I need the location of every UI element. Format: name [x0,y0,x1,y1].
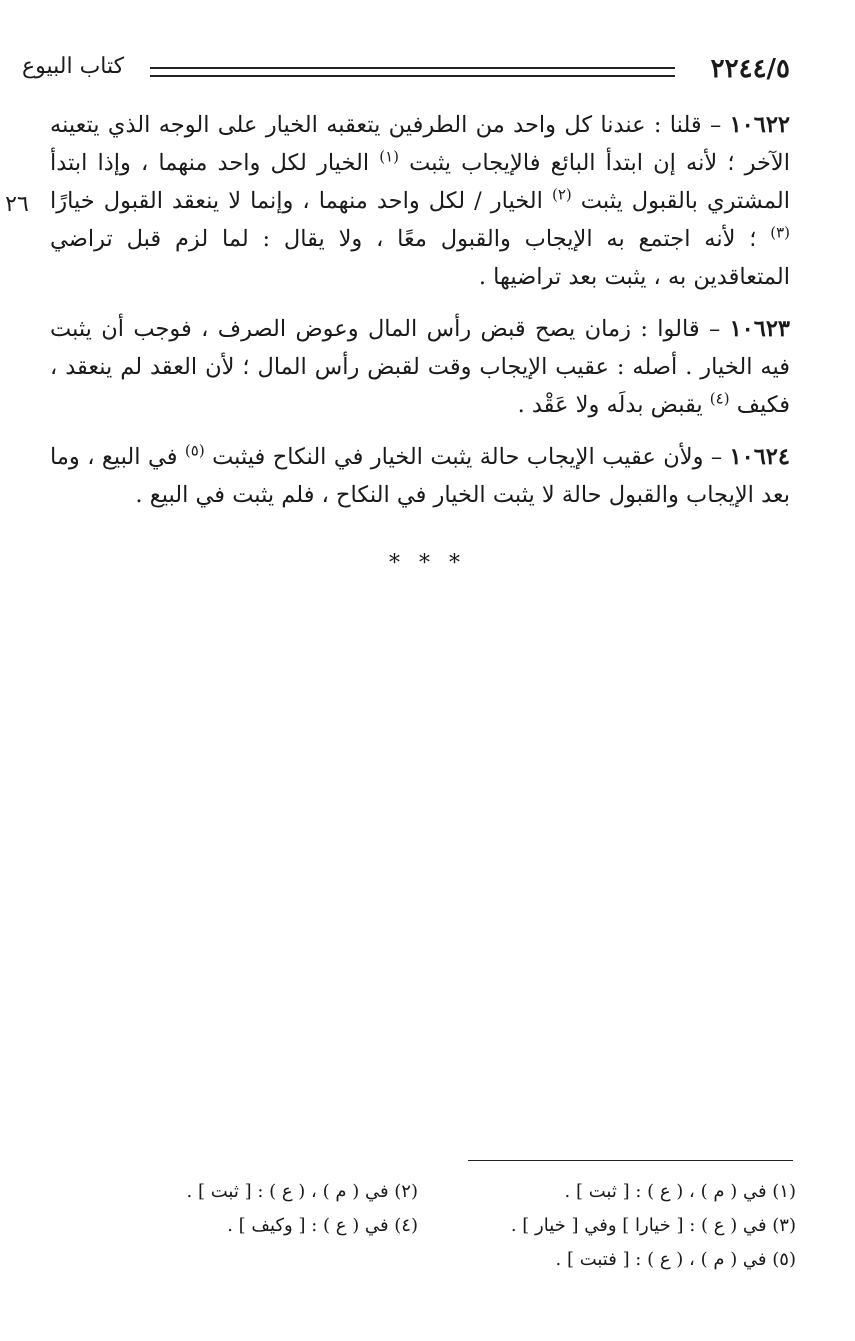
main-text [50,106,790,528]
footnote-row [40,1243,796,1277]
page-header [22,52,790,92]
footnotes [40,1175,796,1277]
header-double-rule [150,67,675,77]
paragraph-text: يقبض بدلَه ولا عَقْد . [517,392,703,418]
footnote-rule [468,1160,793,1161]
margin-page-reference: ٢٦ [5,192,29,217]
paragraph-10622 [50,106,790,296]
footnote-marker: (٢) [551,185,572,204]
paragraph-text: – قلنا : عندنا كل واحد من الطرفين يتعقبه الخيار على الوجه الذي يتعينه الآخر ؛ لأنه إن ابتدأ البائع فالإيجاب يثبت [50,112,791,176]
footnote-marker: (٣) [770,223,790,242]
paragraph-text: ؛ لأنه اجتمع به الإيجاب والقبول معًا ، ولا يقال : لما لزم قبل تراضي المتعاقدين به ، يثبت بعد تراضيها . [50,226,790,290]
footnote-marker: (٤) [709,389,730,408]
paragraph-text: الخيار لكل واحد منهما ، وإذا ابتدأ المشتري بالقبول يثبت [50,150,790,214]
section-separator: * * * [389,551,466,576]
footnote-row [40,1175,796,1209]
footnote-3: (٣) في ( ع ) : [ خيارا ] وفي [ خيار ] . [510,1215,796,1236]
paragraph-text: – ولأن عقيب الإيجاب حالة يثبت الخيار في النكاح فيثبت [204,444,723,470]
page-number: ٢٢٤٤/٥ [710,54,790,84]
paragraph-text: الخيار / لكل واحد منهما ، وإنما لا ينعقد القبول خيارًا [50,188,543,214]
paragraph-text: في البيع ، وما بعد الإيجاب والقبول حالة لا يثبت الخيار في النكاح ، فلم يثبت في البيع . [50,444,790,508]
paragraph-number: ١٠٦٢٣ [729,316,790,342]
paragraph-10624 [50,438,790,514]
paragraph-number: ١٠٦٢٢ [729,112,791,138]
footnote-marker: (٥) [184,441,205,460]
footnote-row [40,1209,796,1243]
paragraph-10623 [50,310,790,424]
paragraph-number: ١٠٦٢٤ [729,444,790,470]
footnote-marker: (١) [379,147,400,166]
footnote-4: (٤) في ( ع ) : [ وكيف ] . [227,1215,418,1236]
paragraph-text: – قالوا : زمان يصح قبض رأس المال وعوض الصرف ، فوجب أن يثبت فيه الخيار . أصله : عقيب الإيجاب وقت لقبض رأس المال ؛ لأن العقد لم ينعقد ، فكيف [50,316,790,418]
footnote-2: (٢) في ( م ) ، ( ع ) : [ ثبت ] . [186,1181,418,1202]
book-title: كتاب البيوع [22,54,125,79]
footnote-5: (٥) في ( م ) ، ( ع ) : [ فتبت ] . [555,1249,796,1270]
footnote-1: (١) في ( م ) ، ( ع ) : [ ثبت ] . [564,1181,796,1202]
